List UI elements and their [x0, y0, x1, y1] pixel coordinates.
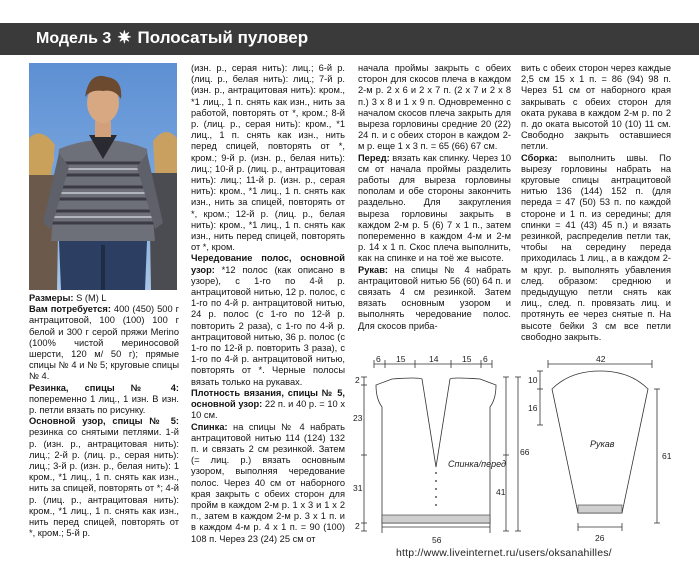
back-text: на спицы № 4 набрать антрацитовой нитью 114 (124) 132 п. и связать 2 см резинкой. Затем (= лиц. р.) вязать основным узором, выполняя чередование полос. Через 40 см от наборного края закрыть с обеих сторон для пройм в каждом 2-м р. 1 х 3 и 1 х 2 п., затем в каждом 2-м р. 3 х 1 п. и в каждом 4-м р. 4 х 1 п. = 90 (100) 108 п. Через 23 (24) 25 см от — [191, 421, 345, 544]
sleeve-paragraph — [358, 265, 511, 332]
front-label: Перед: — [358, 152, 390, 163]
sleeve-label: Рукав: — [358, 264, 389, 275]
source-url[interactable]: http://www.liveinternet.ru/users/oksanahilles/ — [396, 547, 612, 559]
sleeve-dim-top: 42 — [596, 355, 606, 364]
assembly-label: Сборка: — [521, 152, 558, 163]
density-text: 22 п. и 40 р. = 10 х 10 см. — [191, 399, 345, 421]
page-title — [36, 28, 308, 48]
density-label: Плотность вязания, спицы № 5, основной узор: — [191, 387, 345, 410]
dim-top-3: 14 — [429, 355, 439, 364]
body-label: Спинка/перед — [448, 459, 507, 469]
dim-right-2: 66 — [520, 447, 530, 457]
model-number: Модель 3 — [36, 30, 112, 47]
main-pattern-text: резинка со снятыми петлями. 1-й р. (изн. р., антрацитовая нить): лиц.; 2-й р. (лиц. р., серая нить): лиц.; 3-й р. (изн. р., белая нить): 1 кром., *1 лиц., 1 п. снять как изн., нить за спицей, повторять от *; 4-й р. (лиц. р., антрацитовая нить): кром., *1 лиц., 1 п. снять как изн., нить перед спицей, повторять от *, кром.; 5-й р. — [29, 427, 179, 539]
sizes-label: Размеры: — [29, 293, 74, 303]
main-pattern-label: Основной узор, спицы № 5: — [29, 416, 179, 427]
dim-top-1: 6 — [376, 355, 381, 364]
dim-right-1: 41 — [496, 487, 506, 497]
star-icon: ✷ — [117, 28, 132, 47]
title-text: Полосатый пуловер — [137, 28, 309, 47]
materials-paragraph — [29, 304, 179, 382]
density-paragraph — [191, 388, 345, 422]
column-4 — [521, 63, 671, 343]
sleeve-text: на спицы № 4 набрать антрацитовой нитью 56 (60) 64 п. и связать 4 см резинкой. Затем вязать основным узором и выполнять чередование полос. Для скосов приба- — [358, 264, 511, 331]
back-label: Спинка: — [191, 421, 228, 432]
body-rib-band — [382, 515, 490, 523]
dim-top-2: 15 — [396, 355, 406, 364]
stripes-paragraph — [191, 253, 345, 387]
dim-bottom: 56 — [432, 535, 442, 545]
rib-label: Резинка, спицы № 4: — [29, 382, 179, 393]
dim-left-4: 2 — [355, 521, 360, 531]
stripes-text: *12 полос (как описано в узоре), с 1-го по 4-й р. антрацитовой нитью, 12 р. полос, с 1-го по 4-й р. антрацитовой нитью, 24 р. полос (с 1-го по 12-й р. повторить 2 раза), с 1-го по 4-й р. антрацитовой нитью, 36 р. полос (с 1-го по 12-й р. повторить 3 раза), с 1-го по 4-й р. антрацитовой нитью, повторять от *. Черные полосы вязать только на рукавах. — [191, 264, 345, 387]
rib-text: попеременно 1 лиц., 1 изн. В изн. р. петли вязать по рисунку. — [29, 393, 179, 416]
assembly-text: выполнить швы. По вырезу горловины набрать на круговые спицы антрацитовой нитью 136 (144) 152 п. (для переда = 47 (50) 53 п. по каждой стороне и 1 п. из середины; для спинки = 41 (43) 45 п.) и вязать резинкой, распределив петли так, чтобы на середину переда приходилась 1 лиц., а в каждом 2-м круг. р. выполнять убавления след. образом: среднюю и предыдущую петли снять как лиц., след. п. провязать лиц. и протянуть ее через снятые п. На высоте бейки 3 см все петли свободно закрыть. — [521, 152, 671, 342]
sleeve-label: Рукав — [590, 439, 615, 449]
sizes-text: S (M) L — [73, 293, 107, 303]
model-photo — [29, 63, 177, 290]
sizes-paragraph — [29, 293, 179, 304]
sleeve-dim-right: 61 — [662, 451, 672, 461]
sleeve-dim-left-1: 10 — [528, 375, 538, 385]
dim-left-2: 23 — [353, 413, 363, 423]
stripes-label: Чередование полос, основной узор: — [191, 253, 345, 275]
column-2 — [191, 63, 345, 545]
materials-label: Вам потребуется: — [29, 304, 111, 315]
front-text: вязать как спинку. Через 10 см от начала проймы разделить работы для выреза горловины пополам и обе стороны закончить раздельно. Для закругления выреза горловины закрыть в каждом 2-м р. 5 (6) 7 х 1 п., затем попеременно в каждом 4-м и 2-м р. 14 х 1 п. Скос плеча выполнить, как на спинке и на тоё же высоте. — [358, 152, 511, 264]
dim-top-4: 15 — [462, 355, 472, 364]
column-3 — [358, 63, 511, 332]
dim-left-3: 31 — [353, 483, 363, 493]
pattern-diagram — [352, 355, 682, 555]
model-photo-icon — [29, 63, 177, 290]
front-paragraph — [358, 153, 511, 265]
back-paragraph — [191, 422, 345, 545]
title-banner — [0, 23, 699, 55]
sleeve-continued: вить с обеих сторон через каждые 2,5 см 15 х 1 п. = 86 (94) 98 п. Через 51 см от наборного края закрывать с обеих сторон для оката рукава в каждом 2-м р. по 2 п. до оката высотой 10 (10) 11 см. Свободно закрыть оставшиеся петли. — [521, 63, 671, 152]
column-1 — [29, 293, 179, 539]
assembly-paragraph — [521, 153, 671, 343]
sleeve-rib-band — [578, 505, 622, 513]
pattern-continued: (изн. р., серая нить): лиц.; 6-й р. (лиц. р., белая нить): лиц.; 7-й р. (изн. р., антрацитовая нить): кром., *1 лиц., 1 п. снять как изн., нить за работой, повторять от *, кром.; 8-й р. (лиц. р., серая нить): кром., *1 лиц., 1 п. снять как изн., нить перед спицей, повторять от *, кром.; 9-й р. (изн. р., белая нить): лиц.; 10-й р. (лиц. р., антрацитовая нить): лиц.; 11-й р. (изн. р., серая нить): кром., *1 лиц., 1 п. снять как изн., нить за спицей, повторять от *, кром.; 12-й р. (лиц. р., белая нить): кром., *1 лиц., 1 п. снять как изн., нить перед спицей, повторять от *, кром. — [191, 63, 345, 253]
dim-left-1: 2 — [355, 375, 360, 385]
dim-top-5: 6 — [483, 355, 488, 364]
back-continued: начала проймы закрыть с обеих сторон для скосов плеча в каждом 2-м р. 2 х 6 и 2 х 7 п. (2 х 7 и 2 х 8 п.) 3 х 8 и 1 х 9 п. Одновременно с началом скосов плеча закрыть для выреза горловины средние 20 (22) 24 п. и с обеих сторон в каждом 2-м р. еще 1 х 3 п. = 65 (66) 67 см. — [358, 63, 511, 152]
sleeve-dim-bottom: 26 — [595, 533, 605, 543]
materials-text: 400 (450) 500 г антрацитовой, 100 (100) 100 г белой и 300 г серой пряжи Merino (100% чистой мериносовой шерсти, 120 м/ 50 г); прямые спицы № 4 и № 5; круговые спицы № 4. — [29, 304, 179, 382]
main-pattern-paragraph — [29, 416, 179, 539]
sleeve-dim-left-2: 16 — [528, 403, 538, 413]
rib-paragraph — [29, 383, 179, 417]
